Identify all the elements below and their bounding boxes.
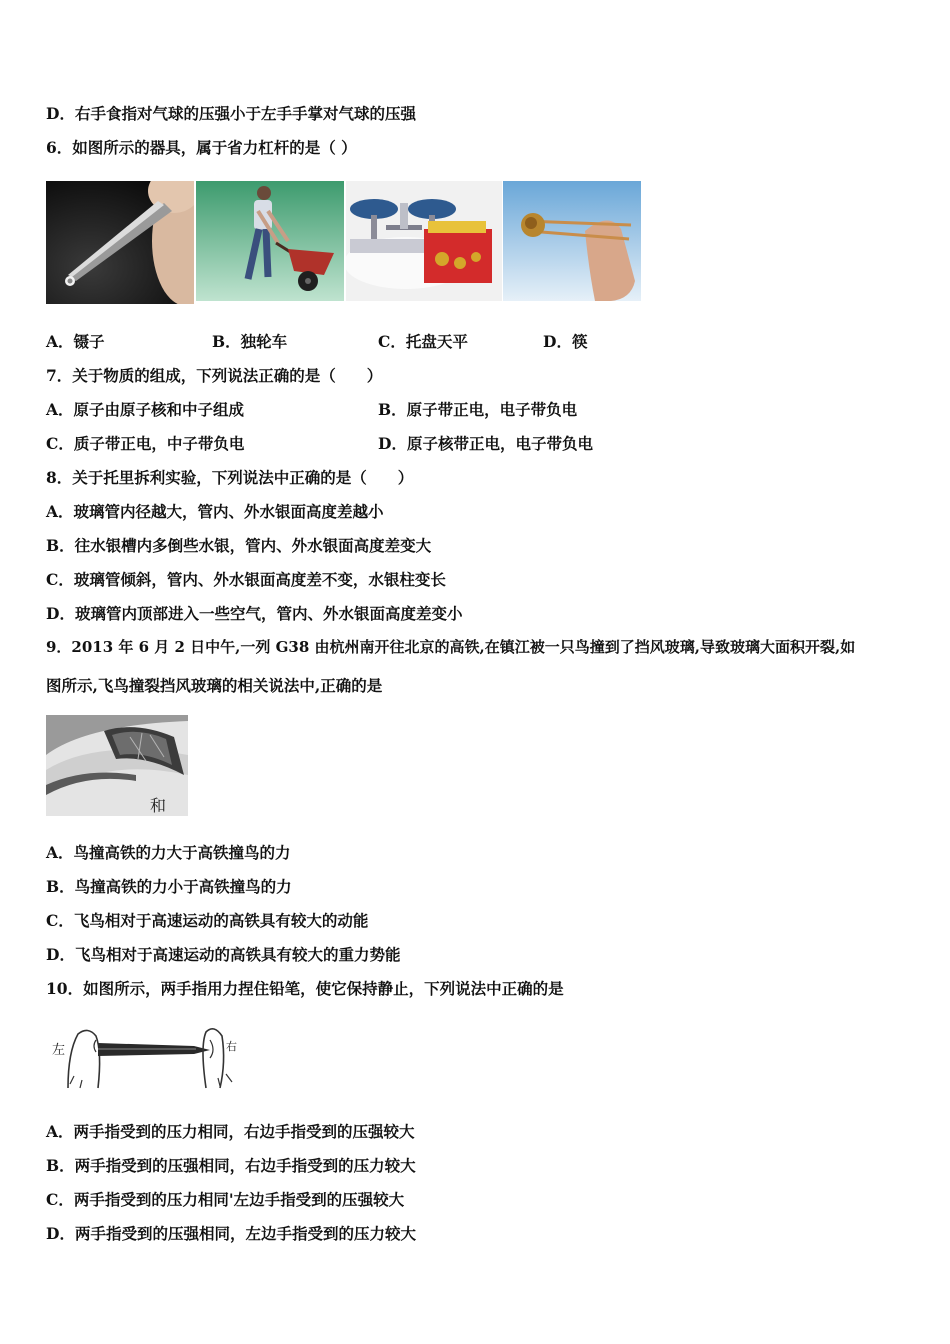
train-logo-text: 和 xyxy=(150,796,167,815)
q7-option-a: A．原子由原子核和中子组成 xyxy=(46,400,245,419)
wheelbarrow-image xyxy=(196,181,344,301)
q10-option-c: C．两手指受到的压力相同'左边手指受到的压强较大 xyxy=(46,1190,405,1209)
q8-option-c: C．玻璃管倾斜，管内、外水银面高度差不变，水银柱变长 xyxy=(46,570,446,589)
balance-scale-image xyxy=(346,181,502,301)
tweezers-image xyxy=(46,181,194,304)
q10-option-a: A．两手指受到的压力相同，右边手指受到的压强较大 xyxy=(46,1122,415,1141)
q10-option-d: D．两手指受到的压强相同，左边手指受到的压力较大 xyxy=(46,1224,416,1243)
q9-stem-line2: 图所示,飞鸟撞裂挡风玻璃的相关说法中,正确的是 xyxy=(46,676,383,695)
q6-option-a: A．镊子 xyxy=(46,332,105,351)
chopsticks-image xyxy=(503,181,641,301)
q8-option-a: A．玻璃管内径越大，管内、外水银面高度差越小 xyxy=(46,502,384,521)
q7-option-b: B．原子带正电，电子带负电 xyxy=(378,400,578,419)
train-windshield-image xyxy=(46,715,188,816)
q6-option-d: D．筷 xyxy=(543,332,588,351)
q6-stem: 6．如图所示的器具，属于省力杠杆的是（ ） xyxy=(46,138,357,157)
q5-option-d: D．右手食指对气球的压强小于左手手掌对气球的压强 xyxy=(46,104,416,123)
q9-option-d: D．飞鸟相对于高速运动的高铁具有较大的重力势能 xyxy=(46,945,401,964)
right-label: 右 xyxy=(226,1040,237,1053)
q10-option-b: B．两手指受到的压强相同，右边手指受到的压力较大 xyxy=(46,1156,416,1175)
pencil-fingers-image xyxy=(46,1022,242,1092)
q7-option-d: D．原子核带正电，电子带负电 xyxy=(378,434,593,453)
q6-option-c: C．托盘天平 xyxy=(378,332,468,351)
q9-option-a: A．鸟撞高铁的力大于高铁撞鸟的力 xyxy=(46,843,291,862)
q8-option-b: B．往水银槽内多倒些水银，管内、外水银面高度差变大 xyxy=(46,536,432,555)
q8-stem: 8．关于托里拆利实验，下列说法中正确的是（ ） xyxy=(46,468,414,487)
q9-stem-line1: 9．2013 年 6 月 2 日中午,一列 G38 由杭州南开往北京的高铁,在镇江被一只鸟撞到了挡风玻璃,导致玻璃大面积开裂,如 xyxy=(46,638,856,656)
q9-option-b: B．鸟撞高铁的力小于高铁撞鸟的力 xyxy=(46,877,292,896)
q10-stem: 10．如图所示，两手指用力捏住铅笔，使它保持静止，下列说法中正确的是 xyxy=(46,979,564,998)
q8-option-d: D．玻璃管内顶部进入一些空气，管内、外水银面高度差变小 xyxy=(46,604,463,623)
q7-option-c: C．质子带正电，中子带负电 xyxy=(46,434,245,453)
q7-stem: 7．关于物质的组成，下列说法正确的是（ ） xyxy=(46,366,383,385)
q9-option-c: C．飞鸟相对于高速运动的高铁具有较大的动能 xyxy=(46,911,369,930)
q6-option-b: B．独轮车 xyxy=(212,332,288,351)
left-label: 左 xyxy=(52,1043,66,1058)
